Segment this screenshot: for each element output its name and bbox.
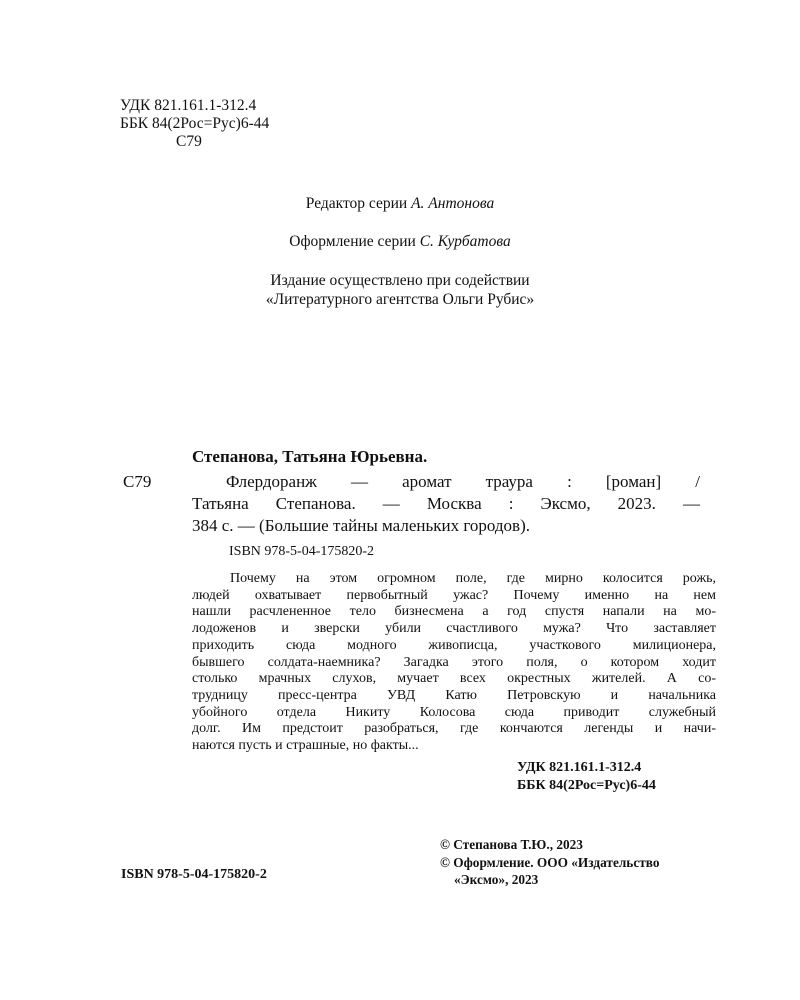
- catalog-description: [192, 471, 700, 537]
- series-editor-name: А. Антонова: [411, 195, 495, 212]
- annotation-line: долг. Им предстоит разобраться, где кончаются легенды и начи-: [192, 721, 716, 737]
- footer-isbn: ISBN 978-5-04-175820-2: [121, 867, 267, 882]
- annotation-line: столько мрачных слухов, мучает всех окрестных жителей. А со-: [192, 671, 716, 687]
- agency-line-2: «Литературного агентства Ольги Рубис»: [265, 291, 535, 308]
- copyright-author: © Степанова Т.Ю., 2023: [440, 837, 583, 852]
- author-mark: С79: [176, 133, 202, 150]
- series-design-label: Оформление серии: [289, 233, 416, 250]
- series-design-name: С. Курбатова: [419, 233, 511, 250]
- bbk-code-bottom: ББК 84(2Рос=Рус)6-44: [517, 778, 656, 793]
- annotation-line: людей охватывает первобытный ужас? Почему именно на нем: [192, 587, 716, 603]
- series-design-line: [0, 233, 800, 251]
- annotation-line: Почему на этом огромном поле, где мирно колосится рожь,: [230, 571, 716, 586]
- copyright-design-line-1: © Оформление. ООО «Издательство: [440, 855, 660, 870]
- annotation-line: наются пусть и страшные, но факты...: [192, 738, 419, 754]
- series-editor-line: [0, 195, 800, 213]
- series-editor-label: Редактор серии: [305, 195, 408, 212]
- annotation-line: убойного отдела Никиту Колосова сюда приводит служебный: [192, 704, 716, 720]
- udk-code: УДК 821.161.1-312.4: [120, 97, 257, 114]
- annotation-line: трудницу пресс-центра УВД Катю Петровскую и начальника: [192, 687, 716, 703]
- annotation-line: приходить сюда модного живописца, участкового милиционера,: [192, 637, 716, 653]
- description-line: 384 с. — (Большие тайны маленьких городов).: [192, 516, 530, 535]
- annotation-line: лодоженов и зверски убили счастливого мужа? Что заставляет: [192, 621, 716, 637]
- description-line: Флердоранж — аромат траура : [роман] /: [226, 472, 700, 491]
- annotation-line: нашли расчлененное тело бизнесмена а год спустя напали на мо-: [192, 604, 716, 620]
- annotation-line: бывшего солдата-наемника? Загадка этого поля, о котором ходит: [192, 654, 716, 670]
- catalog-mark: С79: [123, 472, 152, 491]
- description-line: Татьяна Степанова. — Москва : Эксмо, 2023. —: [192, 494, 700, 513]
- bbk-code: ББК 84(2Рос=Рус)6-44: [120, 115, 270, 132]
- copyright-design-line-2: «Эксмо», 2023: [454, 872, 539, 887]
- catalog-heading: Степанова, Татьяна Юрьевна.: [192, 447, 428, 466]
- annotation-paragraph: [192, 571, 716, 755]
- catalog-isbn: ISBN 978-5-04-175820-2: [229, 544, 375, 559]
- agency-line-1: Издание осуществлено при содействии: [270, 272, 530, 289]
- udk-code-bottom: УДК 821.161.1-312.4: [517, 760, 642, 775]
